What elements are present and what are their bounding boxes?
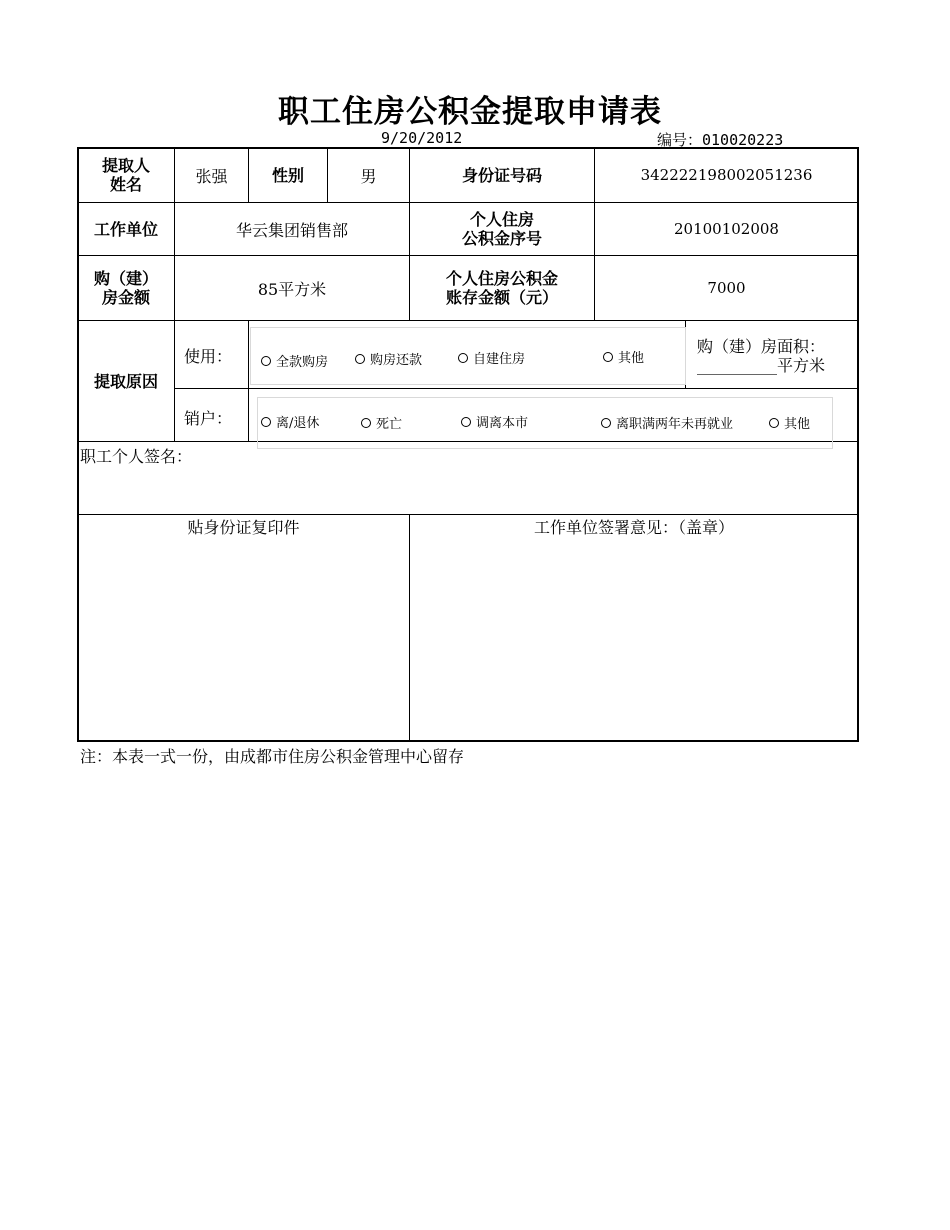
employer-opinion-label: 工作单位签署意见：（盖章） [533,518,734,537]
footnote: 注：本表一式一份，由成都市住房公积金管理中心留存 [80,747,465,766]
fund-account-value[interactable]: 20100102008 [674,220,779,238]
applicant-name-label: 提取人 姓名 [101,156,150,194]
form-date: 9/20/2012 [381,129,463,147]
radio-self-build[interactable]: 自建住房 [458,348,525,367]
form-title: 职工住房公积金提取申请表 [278,94,662,130]
gender-value[interactable]: 男 [360,166,377,186]
id-copy-area[interactable] [78,540,409,740]
employer-label: 工作单位 [93,219,158,239]
id-number-label: 身份证号码 [461,165,542,185]
employee-signature-label: 职工个人签名： [80,447,193,466]
radio-circle-icon [601,418,611,428]
fund-balance-label: 个人住房公积金 账存金额（元） [445,269,558,307]
radio-circle-icon [361,418,371,428]
employer-opinion-area[interactable] [410,540,858,740]
close-account-label: 销户： [184,409,233,428]
radio-loan-repayment[interactable]: 购房还款 [355,349,422,368]
gender-label: 性别 [271,165,304,185]
radio-use-other[interactable]: 其他 [603,347,644,366]
fund-account-label: 个人住房 公积金序号 [461,210,542,248]
use-label: 使用： [184,347,233,366]
withdraw-reason-label: 提取原因 [93,371,158,391]
radio-leave-city[interactable]: 调离本市 [461,412,528,431]
radio-death[interactable]: 死亡 [361,413,402,432]
radio-circle-icon [458,353,468,363]
radio-circle-icon [603,352,613,362]
fund-balance-value[interactable]: 7000 [707,279,746,297]
radio-retirement[interactable]: 离/退休 [261,412,319,431]
id-number-value[interactable]: 342222198002051236 [640,166,813,184]
radio-circle-icon [355,354,365,364]
radio-circle-icon [261,356,271,366]
radio-close-other[interactable]: 其他 [769,413,810,432]
id-copy-label: 贴身份证复印件 [187,518,300,537]
row-divider [78,320,858,321]
radio-unemployed-two-years[interactable]: 离职满两年未再就业 [601,413,733,432]
applicant-name-value[interactable]: 张强 [195,166,228,186]
radio-circle-icon [769,418,779,428]
col-divider [248,320,249,441]
row-divider [174,388,858,389]
form-serial-number: 编号：010020223 [657,131,784,149]
purchase-amount-label: 购（建） 房金额 [93,269,158,307]
employee-signature-field[interactable] [80,466,856,512]
radio-circle-icon [261,417,271,427]
house-area-field[interactable]: __________平方米 [697,356,826,375]
radio-circle-icon [461,417,471,427]
house-area-label: 购（建）房面积： [697,337,826,356]
purchase-amount-value[interactable]: 85平方米 [257,279,327,299]
radio-full-payment[interactable]: 全款购房 [261,351,328,370]
close-options-group [257,397,833,449]
employer-value[interactable]: 华云集团销售部 [235,220,348,240]
